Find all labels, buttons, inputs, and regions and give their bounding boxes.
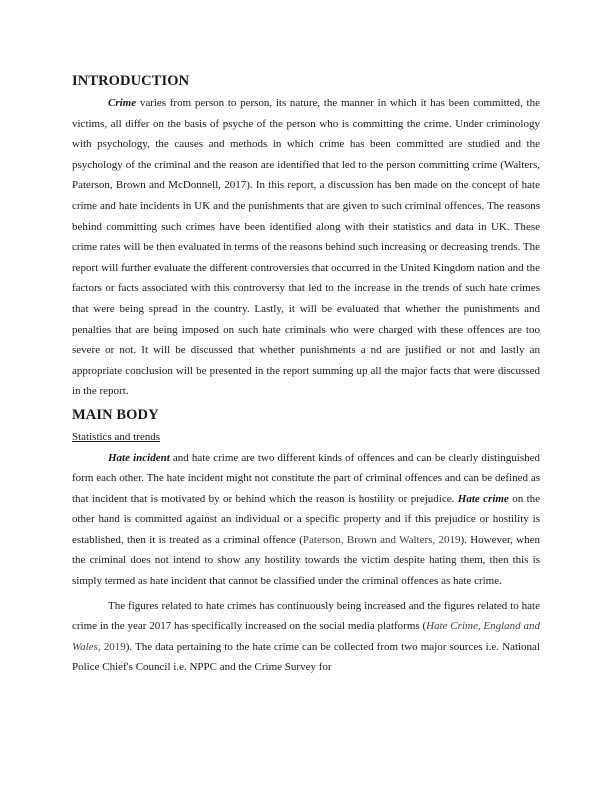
introduction-paragraph	[72, 93, 540, 402]
figures-paragraph	[72, 596, 540, 678]
page-content	[72, 72, 540, 678]
introduction-body: varies from person to person, its nature, the manner in which it has been committed, the victims, all differ on the basis of psyche of the person who is committing the crime. Under criminology with psychology, the causes and methods in which crime has been committed are studied and the psychology of the criminal and the reason are identified that led to the person committing crime (Walters, Paterson, Brown and McDonnell, 2017). In this report, a discussion has ben made on the concept of hate crime and hate incidents in UK and the punishments that are given to such criminal offences. The reasons behind committing such crimes have been identified along with their statistics and data in UK. These crime rates will be then evaluated in terms of the reasons behind such increasing or decreasing trends. The report will further evaluate the different controversies that occurred in the United Kingdom nation and the factors or facts associated with this controversy that led to the increase in the trends of such hate crimes that were being spread in the country. Lastly, it will be evaluated that whether the punishments and penalties that are being imposed on such hate criminals who were charged with these offences are too severe or not. It will be discussed that whether punishments a nd are justified or not and lastly an appropriate conclusion will be presented in the report summing up all the major facts that were discussed in the report.	[72, 97, 540, 398]
crime-term: Crime	[108, 97, 137, 109]
hate-crime-term: Hate crime	[457, 492, 509, 505]
hate-incident-term: Hate incident	[108, 451, 170, 464]
statistics-subheading: Statistics and trends	[72, 430, 160, 443]
paragraph-text: ). However, when the criminal does not intend to show any hostility towards the victim despite hating them, then this is simply termed as hate incident that cannot be classified under the criminal offences as hate crime.	[72, 533, 540, 588]
citation-year: 2019	[100, 640, 126, 653]
citation: Paterson, Brown and Walters, 2019	[302, 533, 461, 546]
paragraph-text: and hate crime are two different kinds of offences and can be clearly distinguished form each other. The hate incident might not constitute the part of criminal offences and can be defined as that incident that is motivated by or behind which the reason is hostility or prejudice.	[72, 451, 541, 505]
paragraph-text: The figures related to hate crimes has continuously being increased and the figures related to hate crime in the year 2017 has specifically increased on the social media platforms (	[72, 599, 540, 633]
main-body-heading: MAIN BODY	[72, 406, 159, 423]
introduction-heading: INTRODUCTION	[72, 73, 190, 89]
citation-title: Hate Crime, England and Wales,	[72, 620, 540, 653]
hate-incident-paragraph	[72, 448, 540, 592]
paragraph-text: on the other hand is committed against an individual or a specific property and if this prejudice or hostility is established, then it is treated as a criminal offence (	[72, 492, 541, 546]
paragraph-text: ). The data pertaining to the hate crime can be collected from two major sources i.e. National Police Chief's Council i.e. NPPC and the Crime Survey for	[72, 640, 540, 674]
